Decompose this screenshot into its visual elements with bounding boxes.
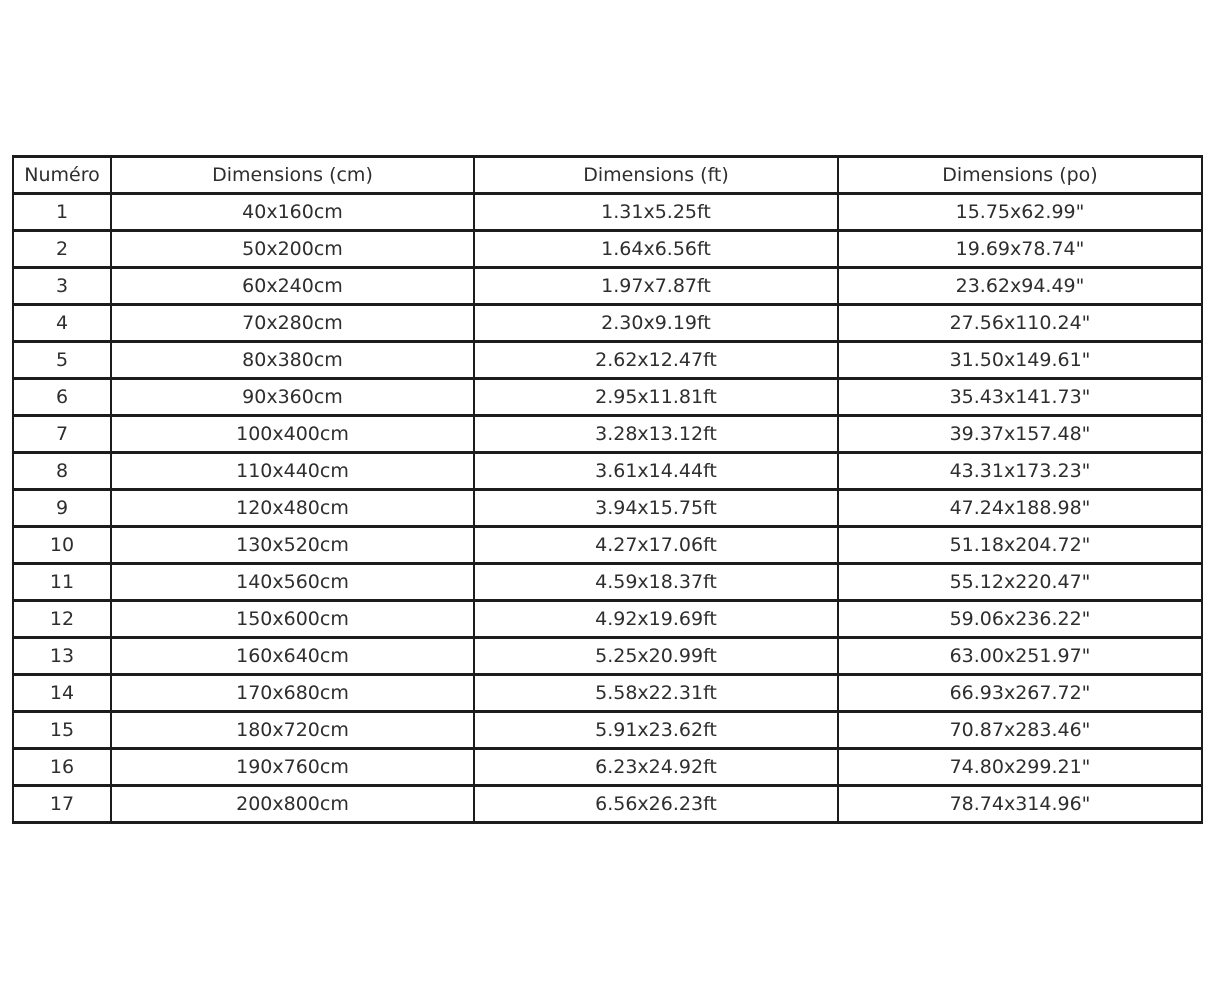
cell-cm: 70x280cm <box>111 305 474 342</box>
cell-cm: 120x480cm <box>111 490 474 527</box>
cell-cm: 150x600cm <box>111 601 474 638</box>
cell-po: 23.62x94.49" <box>838 268 1202 305</box>
table-row <box>13 490 1202 527</box>
cell-numero: 7 <box>13 416 111 453</box>
cell-po: 74.80x299.21" <box>838 749 1202 786</box>
cell-cm: 140x560cm <box>111 564 474 601</box>
cell-ft: 2.95x11.81ft <box>474 379 838 416</box>
table-row <box>13 453 1202 490</box>
cell-po: 66.93x267.72" <box>838 675 1202 712</box>
cell-cm: 190x760cm <box>111 749 474 786</box>
dimensions-table-container <box>12 155 1201 824</box>
table-row <box>13 527 1202 564</box>
cell-ft: 6.56x26.23ft <box>474 786 838 823</box>
cell-cm: 130x520cm <box>111 527 474 564</box>
cell-ft: 4.27x17.06ft <box>474 527 838 564</box>
cell-cm: 170x680cm <box>111 675 474 712</box>
cell-cm: 80x380cm <box>111 342 474 379</box>
cell-ft: 4.59x18.37ft <box>474 564 838 601</box>
header-dimensions-cm: Dimensions (cm) <box>111 157 474 194</box>
cell-numero: 16 <box>13 749 111 786</box>
cell-cm: 60x240cm <box>111 268 474 305</box>
cell-numero: 6 <box>13 379 111 416</box>
table-row <box>13 564 1202 601</box>
table-row <box>13 675 1202 712</box>
cell-ft: 3.61x14.44ft <box>474 453 838 490</box>
cell-ft: 5.25x20.99ft <box>474 638 838 675</box>
cell-cm: 180x720cm <box>111 712 474 749</box>
cell-numero: 15 <box>13 712 111 749</box>
cell-ft: 1.97x7.87ft <box>474 268 838 305</box>
cell-numero: 3 <box>13 268 111 305</box>
cell-cm: 160x640cm <box>111 638 474 675</box>
header-dimensions-po: Dimensions (po) <box>838 157 1202 194</box>
cell-po: 35.43x141.73" <box>838 379 1202 416</box>
cell-numero: 5 <box>13 342 111 379</box>
cell-po: 55.12x220.47" <box>838 564 1202 601</box>
table-row <box>13 379 1202 416</box>
header-row <box>13 157 1202 194</box>
cell-ft: 2.62x12.47ft <box>474 342 838 379</box>
cell-ft: 6.23x24.92ft <box>474 749 838 786</box>
cell-cm: 200x800cm <box>111 786 474 823</box>
cell-ft: 5.91x23.62ft <box>474 712 838 749</box>
cell-numero: 12 <box>13 601 111 638</box>
table-row <box>13 638 1202 675</box>
cell-numero: 9 <box>13 490 111 527</box>
table-row <box>13 342 1202 379</box>
cell-cm: 100x400cm <box>111 416 474 453</box>
cell-ft: 3.28x13.12ft <box>474 416 838 453</box>
cell-po: 27.56x110.24" <box>838 305 1202 342</box>
cell-numero: 17 <box>13 786 111 823</box>
cell-ft: 3.94x15.75ft <box>474 490 838 527</box>
cell-po: 70.87x283.46" <box>838 712 1202 749</box>
cell-numero: 11 <box>13 564 111 601</box>
cell-po: 78.74x314.96" <box>838 786 1202 823</box>
table-row <box>13 416 1202 453</box>
cell-po: 31.50x149.61" <box>838 342 1202 379</box>
cell-numero: 10 <box>13 527 111 564</box>
table-row <box>13 749 1202 786</box>
header-numero: Numéro <box>13 157 111 194</box>
table-row <box>13 712 1202 749</box>
header-dimensions-ft: Dimensions (ft) <box>474 157 838 194</box>
cell-po: 63.00x251.97" <box>838 638 1202 675</box>
cell-numero: 2 <box>13 231 111 268</box>
cell-numero: 14 <box>13 675 111 712</box>
table-row <box>13 231 1202 268</box>
cell-po: 43.31x173.23" <box>838 453 1202 490</box>
table-row <box>13 601 1202 638</box>
cell-cm: 50x200cm <box>111 231 474 268</box>
cell-cm: 90x360cm <box>111 379 474 416</box>
table-header <box>13 157 1202 194</box>
cell-cm: 110x440cm <box>111 453 474 490</box>
cell-ft: 4.92x19.69ft <box>474 601 838 638</box>
table-body <box>13 194 1202 823</box>
cell-numero: 13 <box>13 638 111 675</box>
table-row <box>13 305 1202 342</box>
cell-ft: 1.31x5.25ft <box>474 194 838 231</box>
table-row <box>13 194 1202 231</box>
table-row <box>13 786 1202 823</box>
cell-ft: 2.30x9.19ft <box>474 305 838 342</box>
cell-po: 39.37x157.48" <box>838 416 1202 453</box>
cell-po: 59.06x236.22" <box>838 601 1202 638</box>
cell-po: 19.69x78.74" <box>838 231 1202 268</box>
cell-cm: 40x160cm <box>111 194 474 231</box>
cell-ft: 5.58x22.31ft <box>474 675 838 712</box>
cell-numero: 4 <box>13 305 111 342</box>
cell-po: 15.75x62.99" <box>838 194 1202 231</box>
cell-ft: 1.64x6.56ft <box>474 231 838 268</box>
cell-po: 47.24x188.98" <box>838 490 1202 527</box>
dimensions-table <box>12 155 1203 824</box>
cell-po: 51.18x204.72" <box>838 527 1202 564</box>
cell-numero: 8 <box>13 453 111 490</box>
cell-numero: 1 <box>13 194 111 231</box>
table-row <box>13 268 1202 305</box>
